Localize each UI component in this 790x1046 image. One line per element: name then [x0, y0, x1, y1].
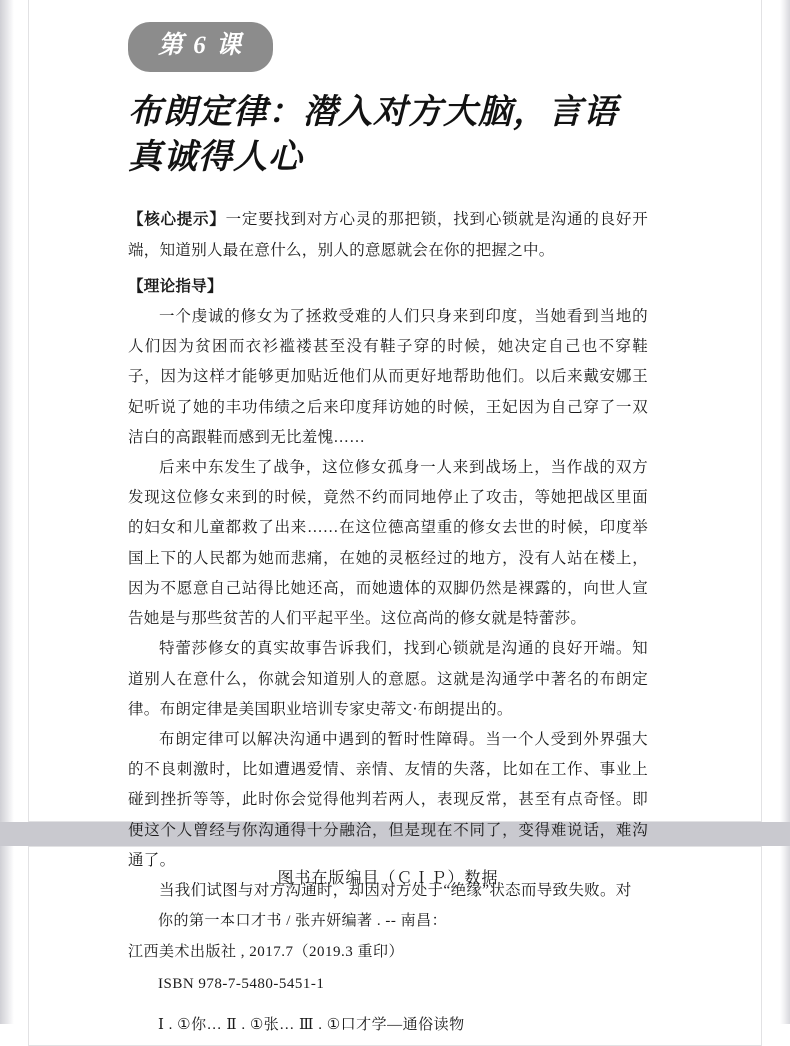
core-tip-text: 一定要找到对方心灵的那把锁，找到心锁就是沟通的良好开端，知道别人最在意什么，别人的意愿就会在你的把握之中。 — [128, 211, 648, 259]
cip-line-author: 你的第一本口才书 / 张卉妍编著 . -- 南昌： — [158, 912, 448, 929]
body-paragraph: 布朗定律可以解决沟通中遇到的暂时性障碍。当一个人受到外界强大的不良刺激时，比如遭遇爱情、亲情、友情的失落，比如在工作、事业上碰到挫折等等，此时你会觉得他判若两人，表现反常，甚至有点奇怪。即便这个人曾经与你沟通得十分融洽，但是现在不同了，变得难说话，难沟通了。 — [128, 731, 648, 869]
cip-title: 图书在版编目（ＣＩＰ）数据 — [277, 870, 499, 887]
page-edge-left — [0, 0, 14, 1024]
cip-line-classification: Ⅰ . ①你… Ⅱ . ①张… Ⅲ . ①口才学—通俗读物 — [158, 1017, 465, 1034]
section-label-theory: 【理论指导】 — [128, 277, 223, 295]
body-paragraph: 当我们试图与对方沟通时，却因对方处于“绝缘”状态而导致失败。对 — [159, 882, 632, 900]
core-tip-label: 【核心提示】 — [128, 211, 226, 229]
page-content — [128, 22, 648, 906]
cip-block — [128, 862, 648, 1042]
cip-line-publisher: 江西美术出版社 , 2017.7（2019.3 重印） — [128, 944, 405, 961]
page-title: 布朗定律：潜入对方大脑，言语真诚得人心 — [128, 93, 618, 177]
core-tip-block — [128, 205, 648, 265]
cip-line-isbn: ISBN 978-7-5480-5451-1 — [158, 975, 325, 992]
lesson-badge: 第 6 课 — [128, 22, 273, 72]
body-paragraph: 特蕾莎修女的真实故事告诉我们，找到心锁就是沟通的良好开端。知道别人在意什么，你就会知道别人的意愿。这就是沟通学中著名的布朗定律。布朗定律是美国职业培训专家史蒂文·布朗提出的。 — [128, 640, 648, 718]
body-paragraph: 后来中东发生了战争，这位修女孤身一人来到战场上，当作战的双方发现这位修女来到的时候，竟然不约而同地停止了攻击，等她把战区里面的妇女和儿童都救了出来……在这位德高望重的修女去世的时候，印度举国上下的人民都为她而悲痛，在她的灵柩经过的地方，没有人站在楼上，因为不愿意自己站得比她还高，而她遗体的双脚仍然是裸露的，向世人宣告她是与那些贫苦的人们平起平坐。这位高尚的修女就是特蕾莎。 — [128, 459, 648, 628]
page-edge-right — [780, 0, 790, 1024]
body-paragraph: 一个虔诚的修女为了拯救受难的人们只身来到印度，当她看到当地的人们因为贫困而衣衫褴褛甚至没有鞋子穿的时候，她决定自己也不穿鞋子，因为这样才能够更加贴近他们从而更好地帮助他们。以后来戴安娜王妃听说了她的丰功伟绩之后来印度拜访她的时候，王妃因为自己穿了一双洁白的高跟鞋而感到无比羞愧…… — [128, 307, 648, 446]
